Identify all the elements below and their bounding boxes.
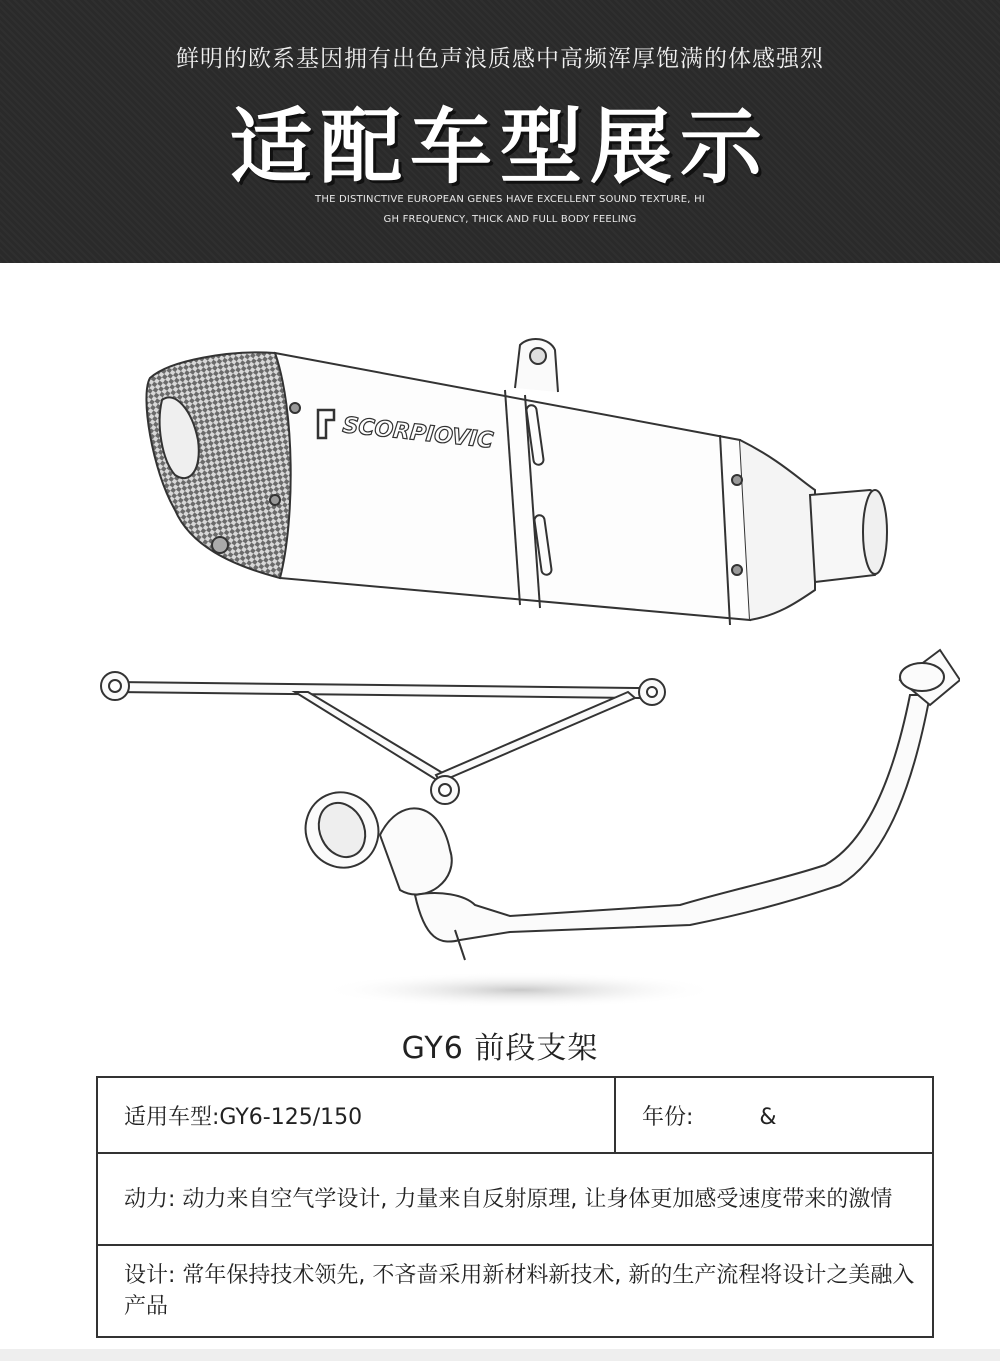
spec-model: 适用车型:GY6-125/150 bbox=[97, 1077, 615, 1153]
banner-english-line-2: GH FREQUENCY, THICK AND FULL BODY FEELING bbox=[383, 214, 637, 225]
front-pipe-drawing bbox=[293, 650, 960, 1008]
spec-year bbox=[615, 1077, 933, 1153]
banner-english-line-1: THE DISTINCTIVE EUROPEAN GENES HAVE EXCELLENT SOUND TEXTURE, HI bbox=[315, 194, 705, 205]
triangle-bracket-drawing bbox=[101, 672, 665, 804]
muffler-drawing bbox=[146, 339, 887, 625]
banner-english-text bbox=[300, 190, 720, 230]
product-caption: GY6 前段支架 bbox=[401, 1031, 599, 1066]
spec-design: 设计: 常年保持技术领先, 不吝啬采用新材料新技术, 新的生产流程将设计之美融入产品 bbox=[97, 1245, 933, 1337]
bottom-divider bbox=[0, 1349, 1000, 1361]
banner-title: 适配车型展示 bbox=[229, 100, 770, 195]
spec-year-value: & bbox=[759, 1104, 777, 1130]
spec-row-design bbox=[97, 1245, 933, 1337]
brand-logo-text: SCORPIOVIC bbox=[341, 413, 495, 454]
spec-row-power bbox=[97, 1153, 933, 1245]
spec-power: 动力: 动力来自空气学设计, 力量来自反射原理, 让身体更加感受速度带来的激情 bbox=[97, 1153, 933, 1245]
header-banner bbox=[0, 0, 1000, 263]
banner-subtitle: 鲜明的欧系基因拥有出色声浪质感中高频浑厚饱满的体感强烈 bbox=[176, 46, 824, 72]
exhaust-product-image bbox=[80, 320, 960, 1020]
spec-year-label: 年份: bbox=[642, 1104, 694, 1130]
spec-table bbox=[96, 1076, 934, 1338]
spec-row-model bbox=[97, 1077, 933, 1153]
